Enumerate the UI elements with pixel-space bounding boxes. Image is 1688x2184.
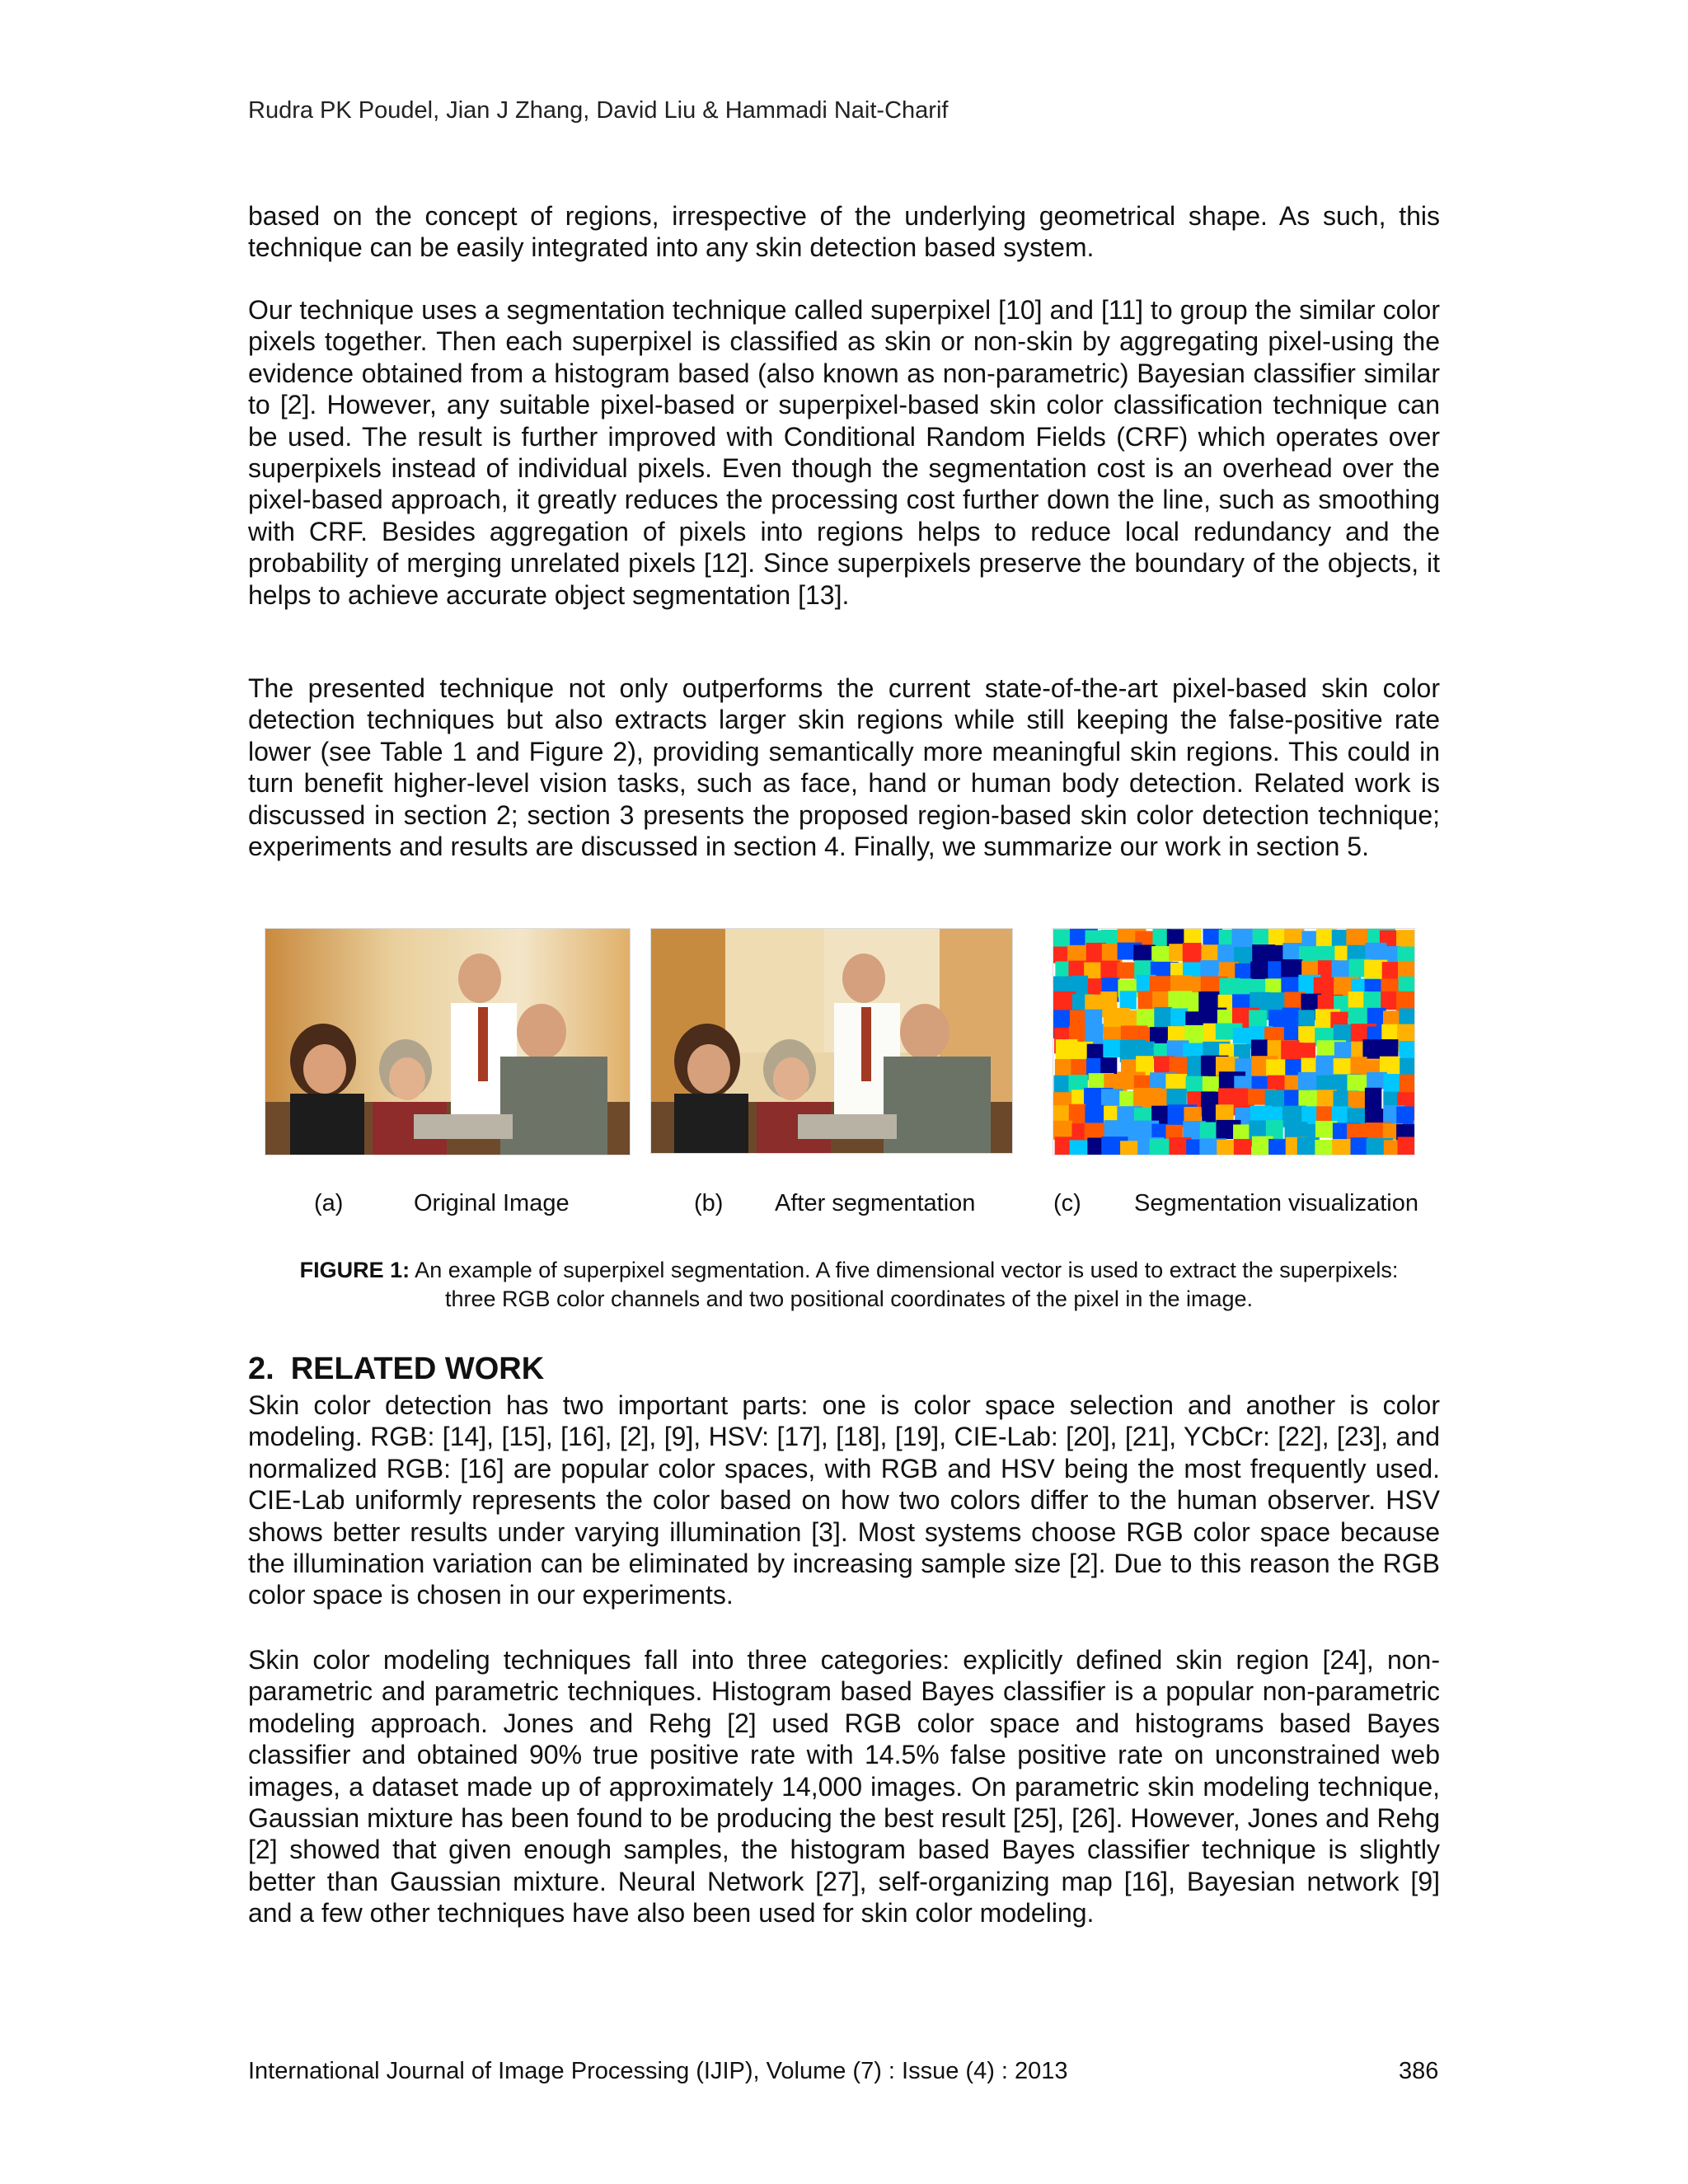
section-title: RELATED WORK	[290, 1352, 545, 1386]
superpixel-patch	[1350, 1057, 1367, 1077]
footer-journal: International Journal of Image Processing (IJIP), Volume (7) : Issue (4) : 2013	[248, 2058, 1068, 2084]
figure-original-image	[265, 928, 631, 1155]
related-work-paragraph-2: Skin color modeling techniques fall into three categories: explicitly defined skin region [24], non-parametric and parametric techniques. Histogram based Bayes classifier is a popular non-parametric modeling approach. Jones and Rehg [2] used RGB color space and histograms based Bayes classifier and obtained 90% true positive rate with 14.5% false positive rate on unconstrained web images, a dataset made up of approximately 14,000 images. On parametric skin modeling technique, Gaussian mixture has been found to be producing the best result [25], [26]. However, Jones and Rehg [2] showed that given enough samples, the histogram based Bayes classifier technique is slightly better than Gaussian mixture. Neural Network [27], self-organizing map [16], Bayesian network [9] and a few other techniques have also been used for skin color modeling.	[248, 1645, 1440, 1929]
superpixel-patch	[1400, 1058, 1414, 1077]
footer-page-number: 386	[1399, 2058, 1439, 2084]
superpixel-patch	[1120, 991, 1137, 1009]
body-paragraph-3: The presented technique not only outperforms the current state-of-the-art pixel-based skin color detection techniques but also extracts larger skin regions while still keeping the false-positive rate lower (see Table 1 and Figure 2), providing semantically more meaningful skin regions. This could in turn benefit higher-level vision tasks, such as face, hand or human body detection. Related work is discussed in section 2; section 3 presents the proposed region-based skin color detection technique; experiments and results are discussed in section 4. Finally, we summarize our work in section 5.	[248, 673, 1440, 862]
superpixel-patch	[1398, 1137, 1414, 1155]
body-paragraph-2: Our technique uses a segmentation technique called superpixel [10] and [11] to group the similar color pixels together. Then each superpixel is classified as skin or non-skin by aggregating pixel-using the evidence obtained from a histogram based (also known as non-parametric) Bayesian classifier similar to [2]. However, any suitable pixel-based or superpixel-based skin color classification technique can be used. The result is further improved with Conditional Random Fields (CRF) which operates over superpixels instead of individual pixels. Even though the segmentation cost is an overhead over the pixel-based approach, it greatly reduces the processing cost further down the line, such as smoothing with CRF. Besides aggregation of pixels into regions helps to reduce local redundancy and the probability of merging unrelated pixels [12]. Since superpixels preserve the boundary of the objects, it helps to achieve accurate object segmentation [13].	[248, 295, 1440, 610]
subfig-c-label: Segmentation visualization	[1134, 1190, 1418, 1216]
figure-after-segmentation	[650, 928, 1013, 1154]
related-work-paragraph-1: Skin color detection has two important parts: one is color space selection and another is color modeling. RGB: [14], [15], [16], [2], [9], HSV: [17], [18], [19], CIE-Lab: [20], [21], YCbCr: [22], [23], and normalized RGB: [16] are popular color spaces, with RGB and HSV being the most frequently used. CIE-Lab uniformly represents the color based on how two colors differ to the human observer. HSV shows better results under varying illumination [3]. Most systems choose RGB color space because the illumination variation can be eliminated by increasing sample size [2]. Due to this reason the RGB color space is chosen in our experiments.	[248, 1390, 1440, 1610]
superpixel-patch	[1298, 1090, 1319, 1108]
running-header-authors: Rudra PK Poudel, Jian J Zhang, David Liu & Hammadi Nait-Charif	[248, 97, 949, 124]
figure-caption	[272, 1256, 1426, 1314]
superpixel-patch	[1348, 1075, 1367, 1092]
superpixel-patch	[1233, 1124, 1250, 1141]
superpixel-patch	[1183, 943, 1202, 963]
figure-caption-label: FIGURE 1:	[299, 1258, 410, 1282]
section-number: 2.	[248, 1352, 274, 1386]
subfig-b-label: After segmentation	[775, 1190, 976, 1216]
body-paragraph-1: based on the concept of regions, irrespective of the underlying geometrical shape. As such, this technique can be easily integrated into any skin detection based system.	[248, 201, 1440, 263]
subfig-c-letter: (c)	[1053, 1190, 1081, 1216]
subfig-a-label: Original Image	[414, 1190, 570, 1216]
superpixel-patch	[1380, 1057, 1400, 1074]
superpixel-patch	[1085, 1024, 1104, 1043]
superpixel-patch	[1351, 1137, 1369, 1155]
subfig-a-letter: (a)	[314, 1190, 344, 1216]
superpixel-patch	[1138, 991, 1155, 1010]
superpixel-patch	[1234, 1139, 1251, 1155]
subfig-b-letter: (b)	[694, 1190, 724, 1216]
superpixel-patch	[1399, 977, 1414, 994]
section-heading	[248, 1352, 544, 1387]
superpixel-patch	[1282, 1008, 1300, 1026]
figure-caption-text: An example of superpixel segmentation. A five dimensional vector is used to extract the superpixels: three RGB color channels and two positional coordinates of the pixel in the image.	[410, 1258, 1399, 1311]
figure-segmentation-visualization	[1053, 928, 1415, 1155]
superpixel-patch	[1400, 1075, 1414, 1094]
superpixel-patch	[1365, 1088, 1381, 1109]
superpixel-patch	[1298, 1026, 1316, 1043]
